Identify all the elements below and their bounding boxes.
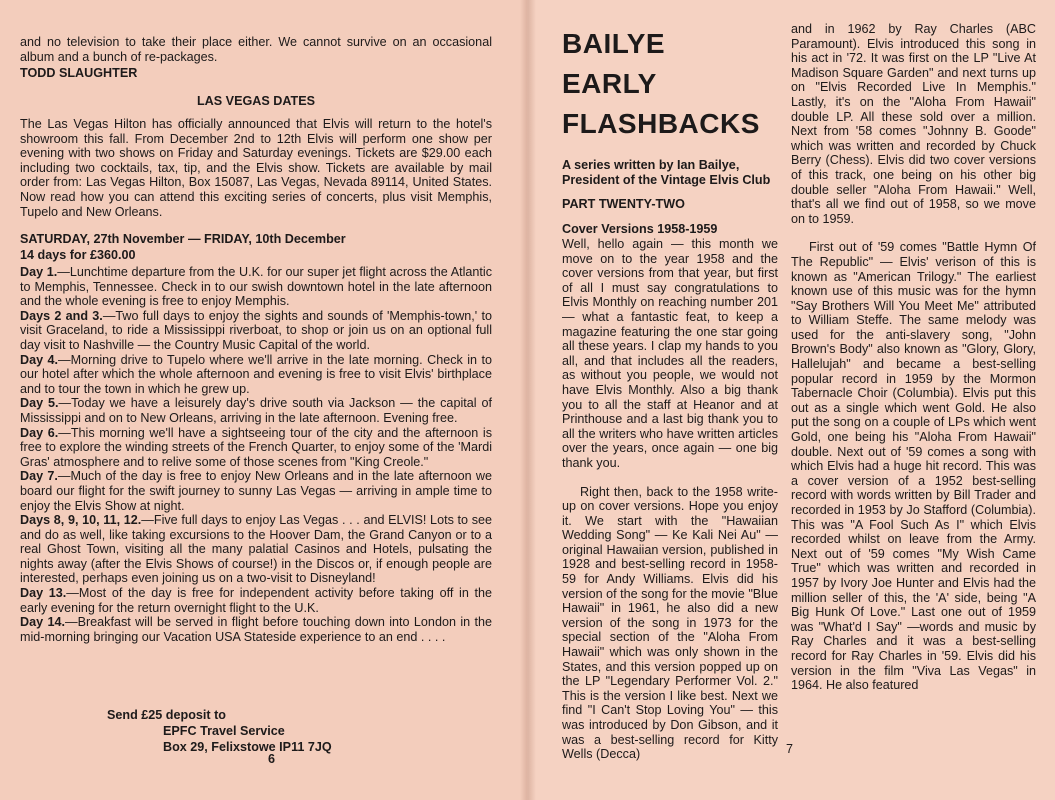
deposit-line: EPFC Travel Service xyxy=(163,724,285,738)
tour-price: 14 days for £360.00 xyxy=(20,248,136,262)
author-signature: TODD SLAUGHTER xyxy=(20,66,138,80)
itinerary-day xyxy=(20,265,492,309)
day-label: Day 5. xyxy=(20,396,59,411)
itinerary xyxy=(20,265,492,644)
day-label: Day 4. xyxy=(20,352,59,367)
day-label: Days 8, 9, 10, 11, 12. xyxy=(20,513,142,528)
day-text: —Much of the day is free to enjoy New Orleans and in the late afternoon we board our flight for the swift journey to sunny Las Vegas — arriving in ample time to enjoy the Elvis Show at night. xyxy=(20,469,492,513)
day-label: Day 14. xyxy=(20,615,65,630)
itinerary-day xyxy=(20,309,492,353)
page-number-left: 6 xyxy=(268,752,276,766)
page-gutter xyxy=(520,0,536,800)
itinerary-day xyxy=(20,615,492,644)
day-text: —This morning we'll have a sightseeing tour of the city and the afternoon is free to explore the winding streets of the French Quarter, to enjoy some of the 'Mardi Gras' atmosphere and to relive some of those scenes from "King Creole." xyxy=(20,425,492,469)
byline: A series written by Ian Bailye, President of the Vintage Elvis Club xyxy=(562,158,771,187)
intro-paragraph: and no television to take their place either. We cannot survive on an occasional album and a bunch of re-packages. xyxy=(20,35,492,64)
las-vegas-heading: LAS VEGAS DATES xyxy=(196,94,316,108)
title-line: FLASHBACKS xyxy=(562,108,760,139)
part-label: PART TWENTY-TWO xyxy=(562,197,685,211)
paragraph: Well, hello again — this month we move on to the year 1958 and the cover versions from that year, but first of all I must say congratulations to Elvis Monthly on reaching number 201 — what a fantastic feat, to keep a magazine featuring the one star going all these years. I clap my hands to you all, and that includes all the readers, as without you people, we would not have Elvis Monthly. Also a big thank you to all the staff at Heanor and at Printhouse and a last big thank you to all the writers who have written articles over the years, once again — one big thank you. xyxy=(562,237,778,470)
page-number-right: 7 xyxy=(786,742,794,756)
paragraph: First out of '59 comes "Battle Hymn Of The Republic" — Elvis' verison of this is known as "American Trilogy." The earliest known use of this music was for the hymn "Say Brothers Will You Meet Me" attributed to William Steffe. The same melody was used for the anti-slavery song, "John Brown's Body" also known as "Glory, Glory, Hallelujah" and became a best-selling popular record in 1959 by the Mormon Tabernacle Choir (Columbia). Elvis put this out as a single which went Gold. He also put the song on a couple of LPs which went Gold, one being his "Aloha From Hawaii" double. Next out of '59 comes a song with which Elvis had a huge hit record. This was a cover version of a 1952 best-selling record with words written by Bill Trader and recorded in 1953 by Jo Stafford (Columbia). This was "A Fool Such As I" which Elvis recorded whilst on leave from the Army. Next out of '59 comes "My Wish Came True" which was written and recorded in 1957 by Ivory Joe Hunter and Elvis had the million seller of this, the 'A' side, being "A Big Hunk Of Love." Last one out of 1959 was "What'd I Say" —words and music by Ray Charles and it was a best-selling record for Ray Charles in '59. Elvis did his version in the film "Viva Las Vegas" in 1964. He also featured xyxy=(791,240,1036,693)
title-line: EARLY xyxy=(562,68,657,99)
deposit-line: Send £25 deposit to xyxy=(107,708,226,722)
deposit-address xyxy=(107,707,332,755)
itinerary-day xyxy=(20,353,492,397)
itinerary-day xyxy=(20,469,492,513)
las-vegas-paragraph: The Las Vegas Hilton has officially announced that Elvis will return to the hotel's showroom this fall. From December 2nd to 12th Elvis will perform one show per evening with two shows on Friday and Saturday evenings. Tickets are $29.00 each including two cocktails, tax, tip, and the Elvis show. Tickets are available by mail order from: Las Vegas Hilton, Box 15087, Las Vegas, Nevada 89114, United States. Now read how you can attend this exciting series of concerts, plus visit Memphis, Tupelo and New Orleans. xyxy=(20,117,492,219)
day-label: Day 6. xyxy=(20,425,59,440)
article-column-2 xyxy=(791,22,1036,693)
deposit-line: Box 29, Felixstowe IP11 7JQ xyxy=(163,740,332,754)
day-text: —Five full days to enjoy Las Vegas . . . and ELVIS! Lots to see and do as well, like taking excursions to the Hoover Dam, the Grand Canyon or to a real Ghost Town, visiting all the many palatial Casinos and Hotels, pulsating the nights away (after the Elvis Shows of course!) in the Discos or, if enough people are interested, perhaps even joining us on a two-visit to Disneyland! xyxy=(20,513,493,586)
paragraph: and in 1962 by Ray Charles (ABC Paramount). Elvis introduced this song in his act in '72. It was first on the LP "Live At Madison Square Garden" and next turns up on "Elvis Recorded Live In Memphis." Lastly, it's on the "Aloha From Hawaii" double LP. All these sold over a million. Next from '58 comes "Johnny B. Goode" which was written and recorded by Chuck Berry (Chess). Elvis did two cover versions of this track, one being on his other big double seller "Aloha From Hawaii." Well, that's all we find out of 1958, so we move on to 1959. xyxy=(791,22,1036,226)
title-line: BAILYE xyxy=(562,28,666,59)
article-title xyxy=(562,24,762,144)
day-text: —Morning drive to Tupelo where we'll arrive in the late morning. Check in to our hotel after which the whole afternoon and evening is free to visit Elvis' birthplace and to tour the town in which he grew up. xyxy=(20,352,492,396)
day-text: —Today we have a leisurely day's drive south via Jackson — the capital of Mississippi and on to New Orleans, arriving in the late afternoon. Evening free. xyxy=(20,396,492,425)
day-text: —Lunchtime departure from the U.K. for our super jet flight across the Atlantic to Memphis, Tennessee. Check in to our swish downtown hotel in the late afternoon and the whole evening is free to enjoy Memphis. xyxy=(20,265,492,309)
section-heading: Cover Versions 1958-1959 xyxy=(562,222,718,236)
day-text: —Breakfast will be served in flight before touching down into London in the mid-morning bringing our Vacation USA Stateside experience to an end . . . . xyxy=(20,615,493,644)
itinerary-day xyxy=(20,426,492,470)
paragraph: Right then, back to the 1958 write-up on cover versions. Hope you enjoy it. We start with the "Hawaiian Wedding Song" — Ke Kali Nei Au" — original Hawaiian version, published in 1928 and best-selling record in 1958-59 for Andy Williams. Elvis did his version of the song for the movie "Blue Hawaii" in 1961, he also did a new version of the song in 1973 for the special section of the "Aloha From Hawaii" which was only shown in the States, and this version popped up on the LP "Legendary Performer Vol. 2." This is the version I like best. Next we find "I Can't Stop Loving You" — this was introduced by Don Gibson, and it was a best-selling record for Kitty Wells (Decca) xyxy=(562,484,778,762)
itinerary-day xyxy=(20,396,492,425)
itinerary-day xyxy=(20,513,492,586)
day-label: Days 2 and 3. xyxy=(20,308,103,323)
article-column-1 xyxy=(562,237,778,762)
day-text: —Most of the day is free for independent activity before taking off in the early evening for the return overnight flight to the U.K. xyxy=(20,586,493,615)
itinerary-day xyxy=(20,586,492,615)
day-label: Day 7. xyxy=(20,469,58,484)
day-text: —Two full days to enjoy the sights and sounds of 'Memphis-town,' to visit Graceland, to ride a Mississippi riverboat, to shop or join us on an optional full day visit to Nashville — the Country Music Capital of the world. xyxy=(20,308,492,352)
tour-dates: SATURDAY, 27th November — FRIDAY, 10th December xyxy=(20,232,346,246)
day-label: Day 1. xyxy=(20,265,58,279)
day-label: Day 13. xyxy=(20,586,67,601)
